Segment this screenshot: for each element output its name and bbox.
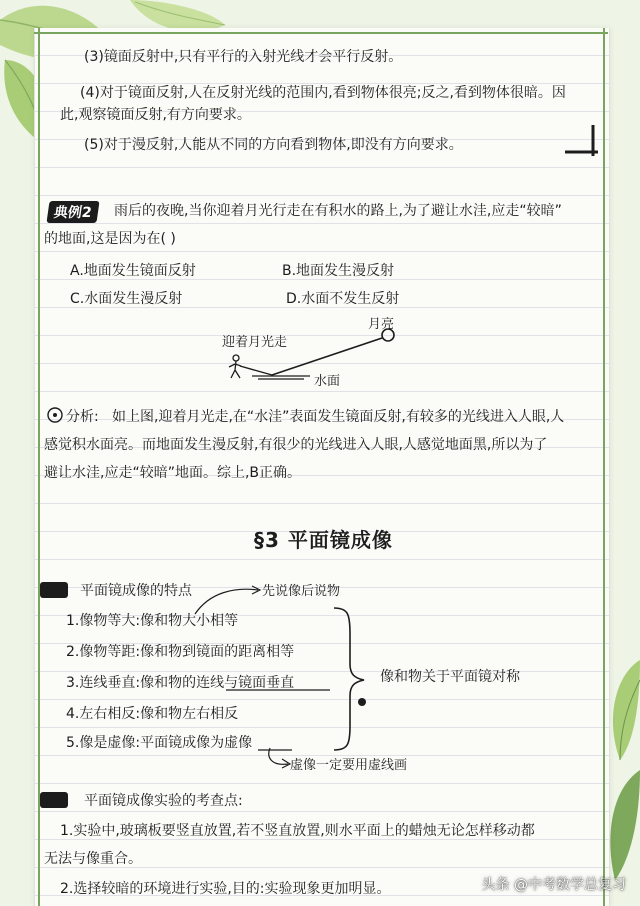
part2-heading: 平面镜成像实验的考查点: — [84, 793, 243, 809]
part2-item1-line2: 无法与像重合。 — [44, 851, 142, 867]
feature-item-5: 5.像是虚像:平面镜成像为虚像 — [66, 735, 253, 751]
note-4-line2: 此,观察镜面反射,有方向要求。 — [60, 107, 251, 123]
feature-item-4: 4.左右相反:像和物左右相反 — [66, 706, 239, 722]
feature-item-1: 1.像物等大:像和物大小相等 — [66, 613, 239, 629]
analysis-line2: 感觉积水面亮。而地面发生漫反射,有很少的光线进入人眼,人感觉地面黑,所以为了 — [44, 437, 548, 453]
note-top: 先说像后说物 — [262, 584, 341, 599]
option-a: A.地面发生镜面反射 — [70, 263, 196, 279]
example-question-line2: 的地面,这是因为在( ) — [44, 231, 176, 247]
note-3: (3)镜面反射中,只有平行的入射光线才会平行反射。 — [84, 49, 403, 65]
label-water: 水面 — [314, 374, 341, 389]
example-tag: 典例2 — [46, 201, 99, 223]
label-moon: 月亮 — [368, 317, 395, 332]
watermark: 头条 @中考数学总复习 — [481, 877, 626, 893]
part2-item2: 2.选择较暗的环境进行实验,目的:实验现象更加明显。 — [60, 881, 391, 897]
analysis-label: 分析: — [66, 409, 99, 425]
section-title: §3 平面镜成像 — [254, 528, 393, 552]
part2-marker — [40, 792, 68, 808]
option-b: B.地面发生漫反射 — [282, 263, 395, 279]
part1-heading: 平面镜成像的特点 — [80, 583, 192, 599]
brace — [330, 604, 370, 754]
option-c: C.水面发生漫反射 — [70, 291, 183, 307]
analysis-line3: 避让水洼,应走“较暗”地面。综上,B正确。 — [44, 465, 302, 481]
feature-item-2: 2.像物等距:像和物到镜面的距离相等 — [66, 644, 295, 660]
note-5: (5)对于漫反射,人能从不同的方向看到物体,即没有方向要求。 — [84, 137, 463, 153]
option-d: D.水面不发生反射 — [286, 291, 400, 307]
note-4-line1: (4)对于镜面反射,人在反射光线的范围内,看到物体很亮;反之,看到物体很暗。因 — [80, 85, 566, 101]
label-person: 迎着月光走 — [222, 335, 288, 350]
feature-item-3: 3.连线垂直:像和物的连线与镜面垂直 — [66, 675, 295, 691]
part2-item1-line1: 1.实验中,玻璃板要竖直放置,若不竖直放置,则水平面上的蜡烛无论怎样移动都 — [60, 823, 535, 839]
summary: 像和物关于平面镜对称 — [380, 669, 520, 685]
analysis-line1: 如上图,迎着月光走,在“水洼”表面发生镜面反射,有较多的光线进入人眼,人 — [112, 409, 565, 425]
example-question-line1: 雨后的夜晚,当你迎着月光行走在有积水的路上,为了避让水洼,应走“较暗” — [114, 203, 562, 219]
note-bottom: 虚像一定要用虚线画 — [290, 758, 408, 773]
bullet-dot — [358, 698, 366, 706]
